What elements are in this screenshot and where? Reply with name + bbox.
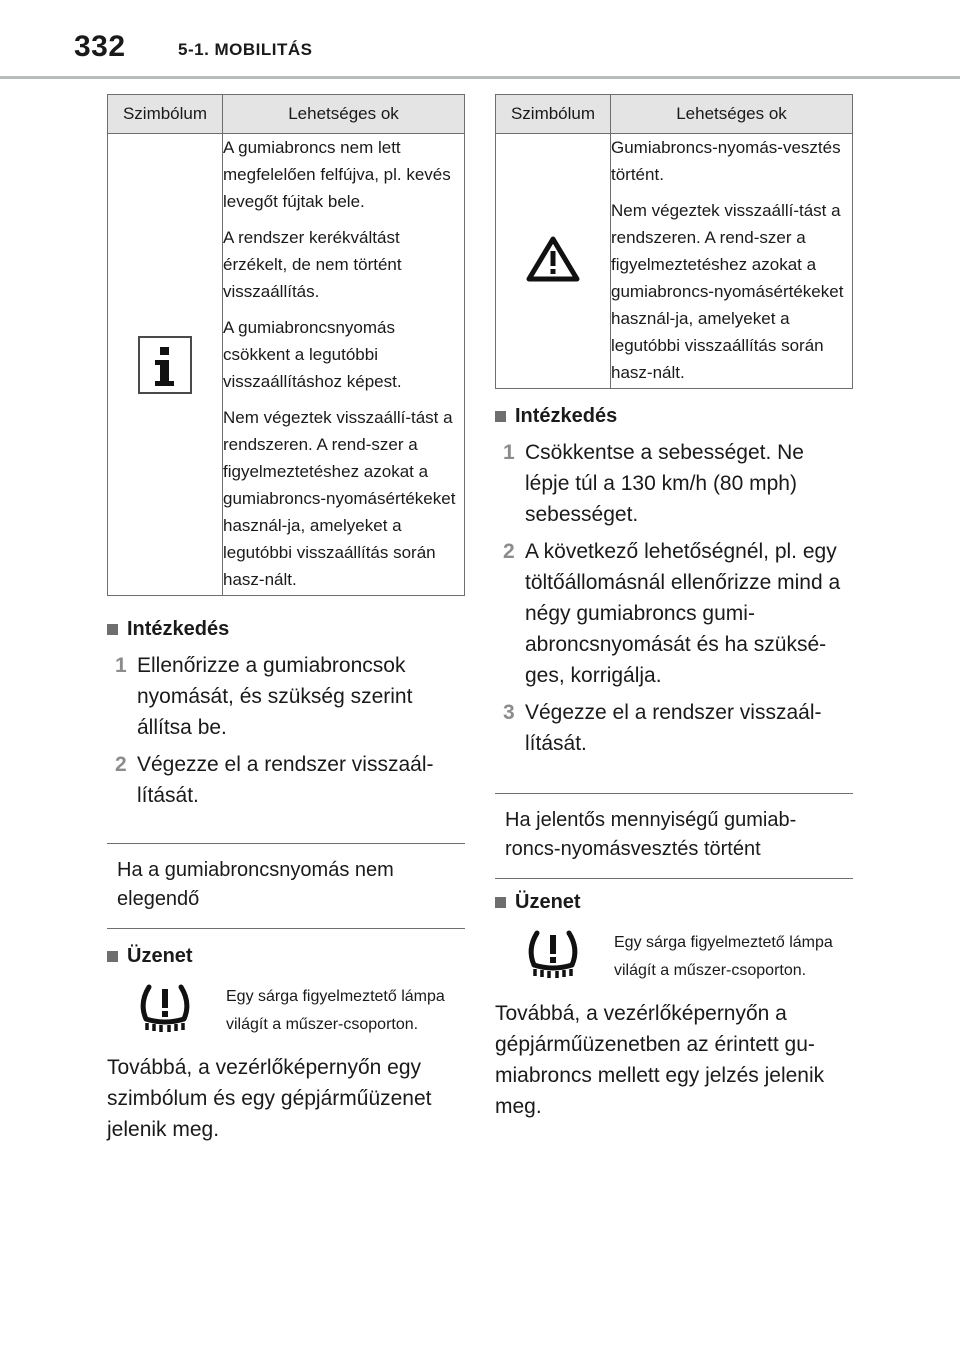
right-action-heading-text: Intézkedés — [515, 404, 618, 427]
right-message-heading — [495, 887, 853, 917]
left-column — [107, 94, 465, 1145]
section-bullet — [107, 624, 118, 635]
right-symbol-table — [495, 94, 853, 389]
section-bullet — [495, 897, 506, 908]
right-step-3 — [495, 697, 853, 759]
left-message-heading-text: Üzenet — [127, 944, 193, 967]
tire-pressure-warning-icon — [523, 927, 583, 981]
chapter-title: 5-1. MOBILITÁS — [178, 40, 313, 59]
left-reason-1: A gumiabroncs nem lett megfelelően felfújva, pl. kevés levegőt fújtak bele. — [223, 138, 451, 211]
right-message-row — [495, 927, 853, 986]
right-reason-1: Gumiabroncs-nyomás-vesztés történt. — [611, 138, 841, 184]
left-message-text: Egy sárga figyelmeztető lámpa világít a műszer-csoporton. — [226, 987, 445, 1033]
right-column — [495, 94, 853, 1122]
left-message-row — [107, 981, 465, 1040]
step-text: Ellenőrizze a gumiabroncsok nyomását, és szükség szerint állítsa be. — [137, 654, 413, 739]
info-icon — [138, 336, 192, 394]
step-text: Végezze el a rendszer visszaál-lítását. — [525, 701, 822, 755]
left-message-heading — [107, 941, 465, 971]
left-table-reasons-cell — [223, 134, 465, 596]
right-step-2 — [495, 536, 853, 691]
step-text: A következő lehetőségnél, pl. egy töltőállomásnál ellenőrizze mind a négy gumiabroncs gumi-abroncsnyomását és ha szüksé-ges, korrigálja. — [525, 540, 841, 687]
page-number: 332 — [74, 30, 126, 63]
left-symbol-table — [107, 94, 465, 596]
right-table-reasons-cell — [611, 134, 853, 389]
left-reason-3: A gumiabroncsnyomás csökkent a legutóbbi visszaállításhoz képest. — [223, 318, 402, 391]
step-text: Csökkentse a sebességet. Ne lépje túl a 130 km/h (80 mph) sebességet. — [525, 441, 804, 526]
warning-triangle-icon — [526, 235, 580, 283]
left-table-symbol-cell — [108, 134, 223, 596]
step-number: 3 — [503, 701, 515, 724]
right-paragraph: Továbbá, a vezérlőképernyőn a gépjárműüzenetben az érintett gu-miabroncs mellett egy jelzés jelenik meg. — [495, 1002, 825, 1118]
step-number: 2 — [503, 540, 515, 563]
right-reason-2: Nem végeztek visszaállí-tást a rendszeren. A rend-szer a figyelmeztetéshez azokat a gumiabroncs-nyomásértékeket használ-ja, amelyeket a legutóbbi visszaállítás során hasz-nált. — [611, 201, 844, 382]
section-bullet — [107, 951, 118, 962]
left-condition-box: Ha a gumiabroncsnyomás nem elegendő — [107, 843, 465, 929]
right-message-text: Egy sárga figyelmeztető lámpa világít a műszer-csoporton. — [614, 933, 833, 979]
left-paragraph: Továbbá, a vezérlőképernyőn egy szimbólum és egy gépjárműüzenet jelenik meg. — [107, 1056, 432, 1141]
right-action-heading — [495, 401, 853, 431]
left-step-2 — [107, 749, 465, 811]
right-table-header-symbol: Szimbólum — [496, 95, 611, 134]
step-number: 1 — [503, 441, 515, 464]
step-number: 2 — [115, 753, 127, 776]
step-number: 1 — [115, 654, 127, 677]
header-rule — [0, 76, 960, 79]
tire-pressure-warning-icon — [135, 981, 195, 1035]
right-message-heading-text: Üzenet — [515, 890, 581, 913]
left-reason-4: Nem végeztek visszaállí-tást a rendszeren. A rend-szer a figyelmeztetéshez azokat a gumiabroncs-nyomásértékeket használ-ja, amelyeket a legutóbbi visszaállítás során hasz-nált. — [223, 408, 456, 589]
left-table-header-reasons: Lehetséges ok — [223, 95, 465, 134]
right-condition-box: Ha jelentős mennyiségű gumiab-roncs-nyomásvesztés történt — [495, 793, 853, 879]
section-bullet — [495, 411, 506, 422]
right-step-1 — [495, 437, 853, 530]
left-reason-2: A rendszer kerékváltást érzékelt, de nem történt visszaállítás. — [223, 228, 402, 301]
left-action-heading-text: Intézkedés — [127, 617, 230, 640]
left-table-header-symbol: Szimbólum — [108, 95, 223, 134]
left-action-heading — [107, 614, 465, 644]
step-text: Végezze el a rendszer visszaál-lítását. — [137, 753, 434, 807]
right-table-symbol-cell — [496, 134, 611, 389]
right-table-header-reasons: Lehetséges ok — [611, 95, 853, 134]
left-step-1 — [107, 650, 465, 743]
